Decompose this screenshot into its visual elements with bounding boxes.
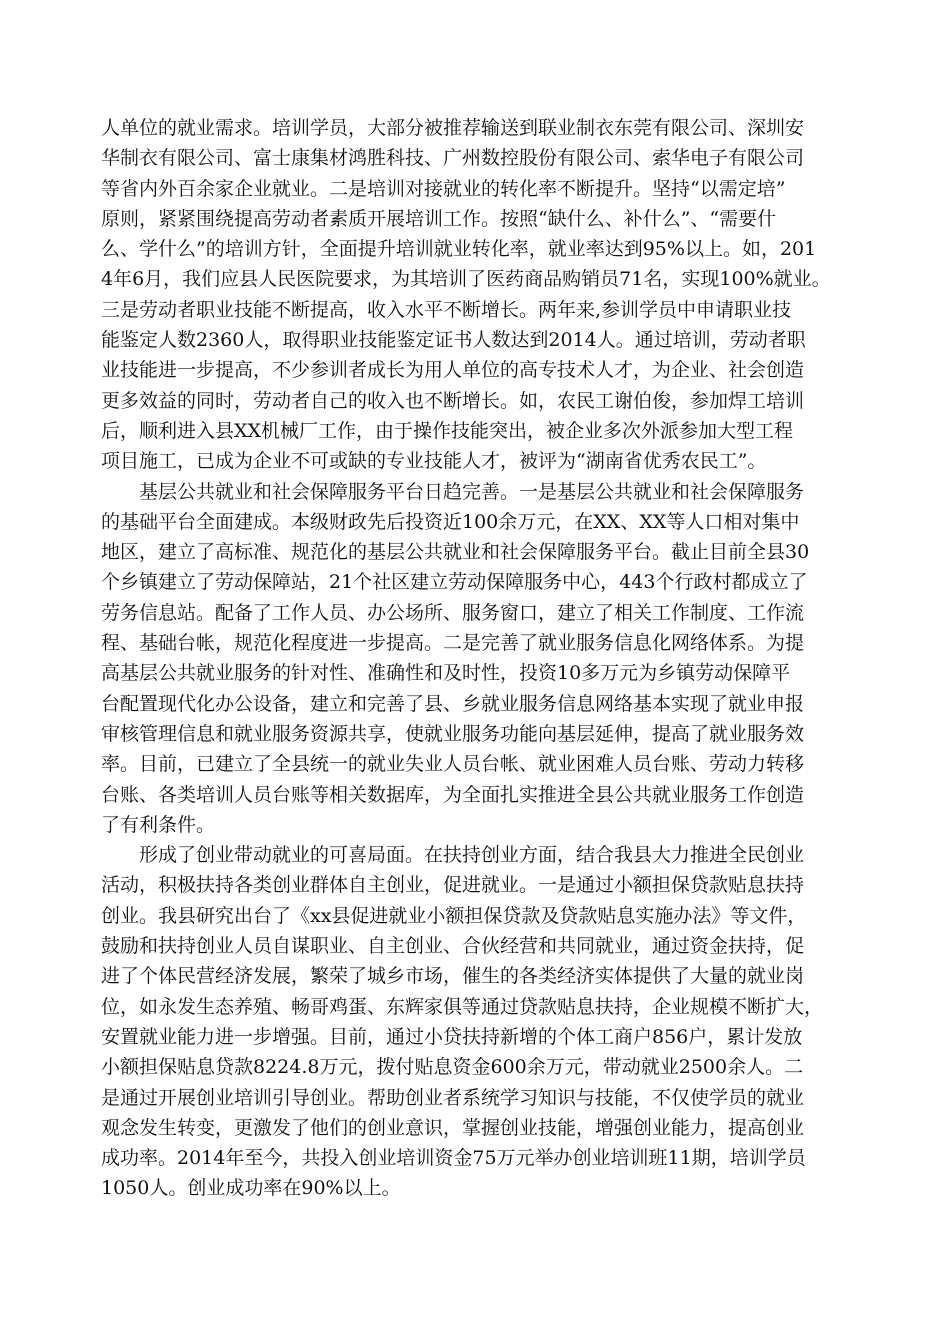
text-line: 业技能进一步提高，不少参训者成长为用人单位的高专技术人才，为企业、社会创造	[101, 359, 805, 382]
text-line: 么、学什么”的培训方针，全面提升培训就业转化率，就业率达到95%以上。如，201	[101, 238, 817, 261]
text-line: 活动，积极扶持各类创业群体自主创业，促进就业。一是通过小额担保贷款贴息扶持	[101, 874, 805, 897]
text-line: 1050人。创业成功率在90%以上。	[101, 1177, 401, 1200]
text-line: 成功率。2014年至今，共投入创业培训资金75万元举办创业培训班11期，培训学员	[101, 1147, 806, 1170]
text-line: 安置就业能力进一步增强。目前，通过小贷扶持新增的个体工商户856户，累计发放	[101, 1025, 803, 1048]
text-line: 4年6月，我们应县人民医院要求，为其培训了医药商品购销员71名，实现100%就业。	[101, 268, 831, 291]
text-line: 观念发生转变，更激发了他们的创业意识，掌握创业技能，增强创业能力，提高创业	[101, 1116, 805, 1139]
text-line: 台账、各类培训人员台账等相关数据库，为全面扎实推进全县公共就业服务工作创造	[101, 783, 805, 806]
text-line: 审核管理信息和就业服务资源共享，使就业服务功能向基层延伸，提高了就业服务效	[101, 722, 805, 745]
text-line: 率。目前，已建立了全县统一的就业失业人员台帐、就业困难人员台账、劳动力转移	[101, 753, 805, 776]
text-line: 台配置现代化办公设备，建立和完善了县、乡就业服务信息网络基本实现了就业申报	[101, 692, 805, 715]
text-line: 的基础平台全面建成。本级财政先后投资近100余万元，在XX、XX等人口相对集中	[101, 510, 800, 533]
text-line: 更多效益的同时，劳动者自己的收入也不断增长。如，农民工谢伯俊，参加焊工培训	[101, 389, 805, 412]
text-line: 人单位的就业需求。培训学员，大部分被推荐输送到联业制衣东莞有限公司、深圳安	[101, 117, 805, 139]
text-line: 能鉴定人数2360人，取得职业技能鉴定证书人数达到2014人。通过培训，劳动者职	[101, 329, 806, 352]
text-line: 基层公共就业和社会保障服务平台日趋完善。一是基层公共就业和社会保障服务	[101, 480, 805, 503]
text-line: 是通过开展创业培训引导创业。帮助创业者系统学习知识与技能，不仅使学员的就业	[101, 1086, 805, 1109]
text-line: 地区，建立了高标准、规范化的基层公共就业和社会保障服务平台。截止目前全县30	[101, 541, 810, 564]
text-line: 小额担保贴息贷款8224.8万元，拨付贴息资金600余万元，带动就业2500余人。二	[101, 1056, 804, 1079]
text-line: 原则，紧紧围绕提高劳动者素质开展培训工作。按照“缺什么、补什么”、“需要什	[101, 207, 777, 230]
text-line: 等省内外百余家企业就业。二是培训对接就业的转化率不断提升。坚持“以需定培”	[101, 177, 786, 200]
text-line: 鼓励和扶持创业人员自谋职业、自主创业、合伙经营和共同就业，通过资金扶持，促	[101, 935, 805, 958]
body-text	[101, 113, 861, 1204]
text-line: 劳务信息站。配备了工作人员、办公场所、服务窗口，建立了相关工作制度、工作流	[101, 601, 805, 624]
text-line: 后，顺利进入县XX机械厂工作，由于操作技能突出，被企业多次外派参加大型工程	[101, 419, 794, 442]
text-line: 创业。我县研究出台了《xx县促进就业小额担保贷款及贷款贴息实施办法》等文件，	[101, 904, 807, 927]
text-line: 进了个体民营经济发展，繁荣了城乡市场，催生的各类经济实体提供了大量的就业岗	[101, 965, 805, 988]
text-line: 位，如永发生态养殖、畅哥鸡蛋、东辉家俱等通过贷款贴息扶持，企业规模不断扩大，	[101, 995, 824, 1018]
text-line: 了有利条件。	[101, 813, 216, 836]
text-line: 形成了创业带动就业的可喜局面。在扶持创业方面，结合我县大力推进全民创业	[101, 844, 805, 867]
text-line: 高基层公共就业服务的针对性、准确性和及时性，投资10多万元为乡镇劳动保障平	[101, 662, 791, 685]
text-line: 个乡镇建立了劳动保障站，21个社区建立劳动保障服务中心，443个行政村都成立了	[101, 571, 808, 594]
text-line: 华制衣有限公司、富士康集材鸿胜科技、广州数控股份有限公司、索华电子有限公司	[101, 147, 805, 170]
text-line: 程、基础台帐，规范化程度进一步提高。二是完善了就业服务信息化网络体系。为提	[101, 632, 805, 655]
text-line: 三是劳动者职业技能不断提高，收入水平不断增长。两年来,参训学员中申请职业技	[101, 298, 792, 321]
text-line: 项目施工，已成为企业不可或缺的专业技能人才，被评为“湖南省优秀农民工”。	[101, 450, 767, 473]
